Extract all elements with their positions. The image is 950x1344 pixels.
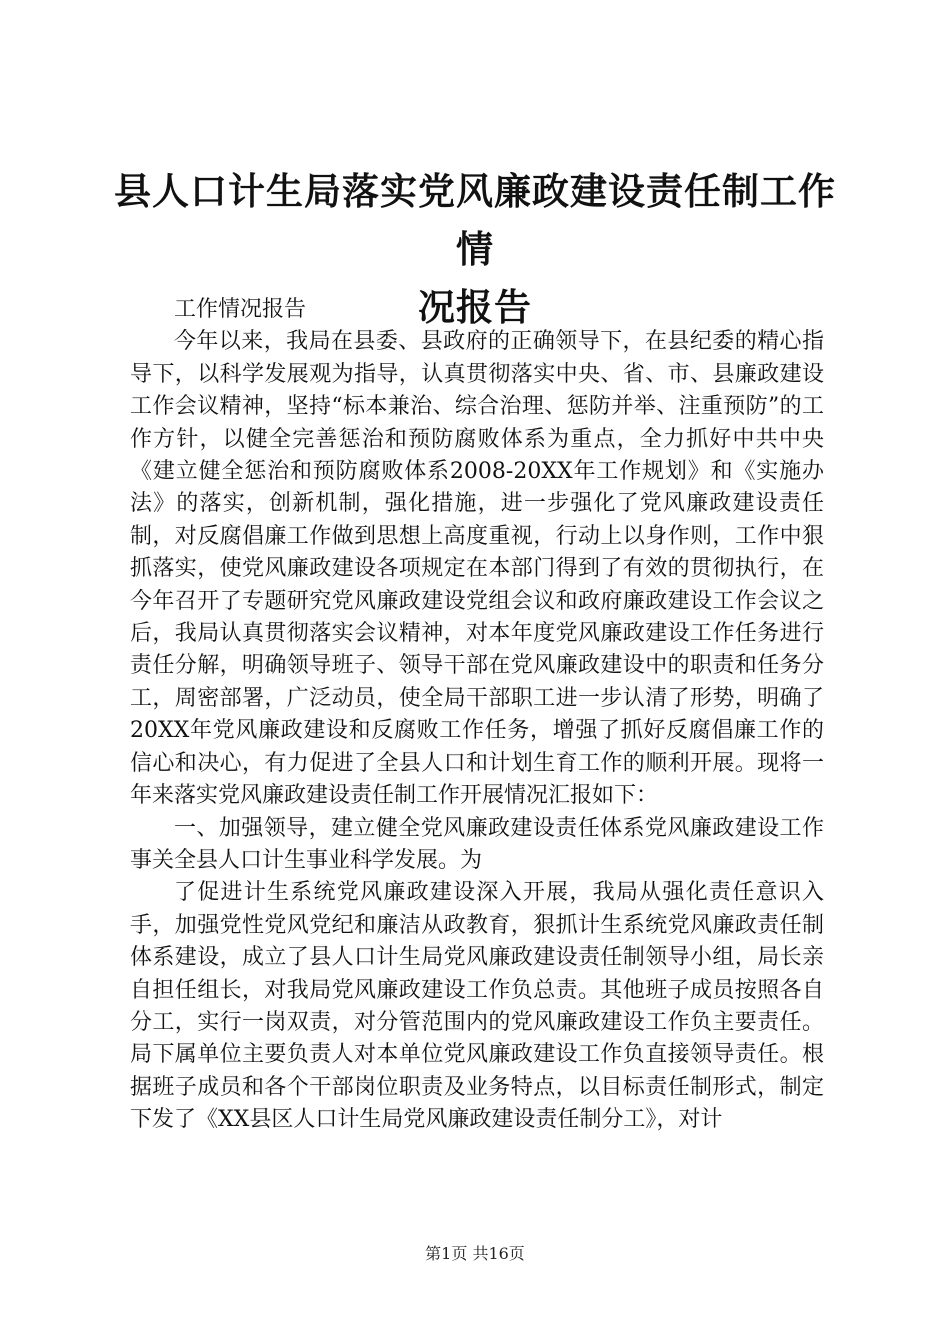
title-line-2: 况报告 bbox=[418, 285, 532, 329]
paragraph-section-1: 一、加强领导，建立健全党风廉政建设责任体系党风廉政建设工作事关全县人口计生事业科学发展。为 bbox=[130, 815, 824, 873]
paragraph-heading: 工作情况报告 bbox=[174, 297, 307, 322]
page-number: 第1页 共16页 bbox=[425, 1244, 525, 1263]
paragraph-section-1-body: 了促进计生系统党风廉政建设深入开展，我局从强化责任意识入手，加强党性党风党纪和廉洁从政教育，狠抓计生系统党风廉政责任制体系建设，成立了县人口计生局党风廉政建设责任制领导小组，局长亲自担任组长，对我局党风廉政建设工作负总责。其他班子成员按照各自分工，实行一岗双责，对分管范围内的党风廉政建设工作负主要责任。局下属单位主要负责人对本单位党风廉政建设工作负直接领导责任。根据班子成员和各个干部岗位职责及业务特点，以目标责任制形式，制定下发了《XX县区人口计生局党风廉政建设责任制分工》，对计 bbox=[130, 880, 824, 1133]
document-body bbox=[130, 294, 824, 1137]
title-line-1: 县人口计生局落实党风廉政建设责任制工作情 bbox=[114, 169, 836, 271]
paragraph-intro: 今年以来，我局在县委、县政府的正确领导下，在县纪委的精心指导下，以科学发展观为指导，认真贯彻落实中央、省、市、县廉政建设工作会议精神，坚持“标本兼治、综合治理、惩防并举、注重预防”的工作方针，以健全完善惩治和预防腐败体系为重点，全力抓好中共中央《建立健全惩治和预防腐败体系2008-20XX年工作规划》和《实施办法》的落实，创新机制，强化措施，进一步强化了党风廉政建设责任制，对反腐倡廉工作做到思想上高度重视，行动上以身作则，工作中狠抓落实，使党风廉政建设各项规定在本部门得到了有效的贯彻执行，在今年召开了专题研究党风廉政建设党组会议和政府廉政建设工作会议之后，我局认真贯彻落实会议精神，对本年度党风廉政建设工作任务进行责任分解，明确领导班子、领导干部在党风廉政建设中的职责和任务分工，周密部署，广泛动员，使全局干部职工进一步认清了形势，明确了20XX年党风廉政建设和反腐败工作任务，增强了抓好反腐倡廉工作的信心和决心，有力促进了全县人口和计划生育工作的顺利开展。现将一年来落实党风廉政建设责任制工作开展情况汇报如下： bbox=[130, 329, 824, 809]
